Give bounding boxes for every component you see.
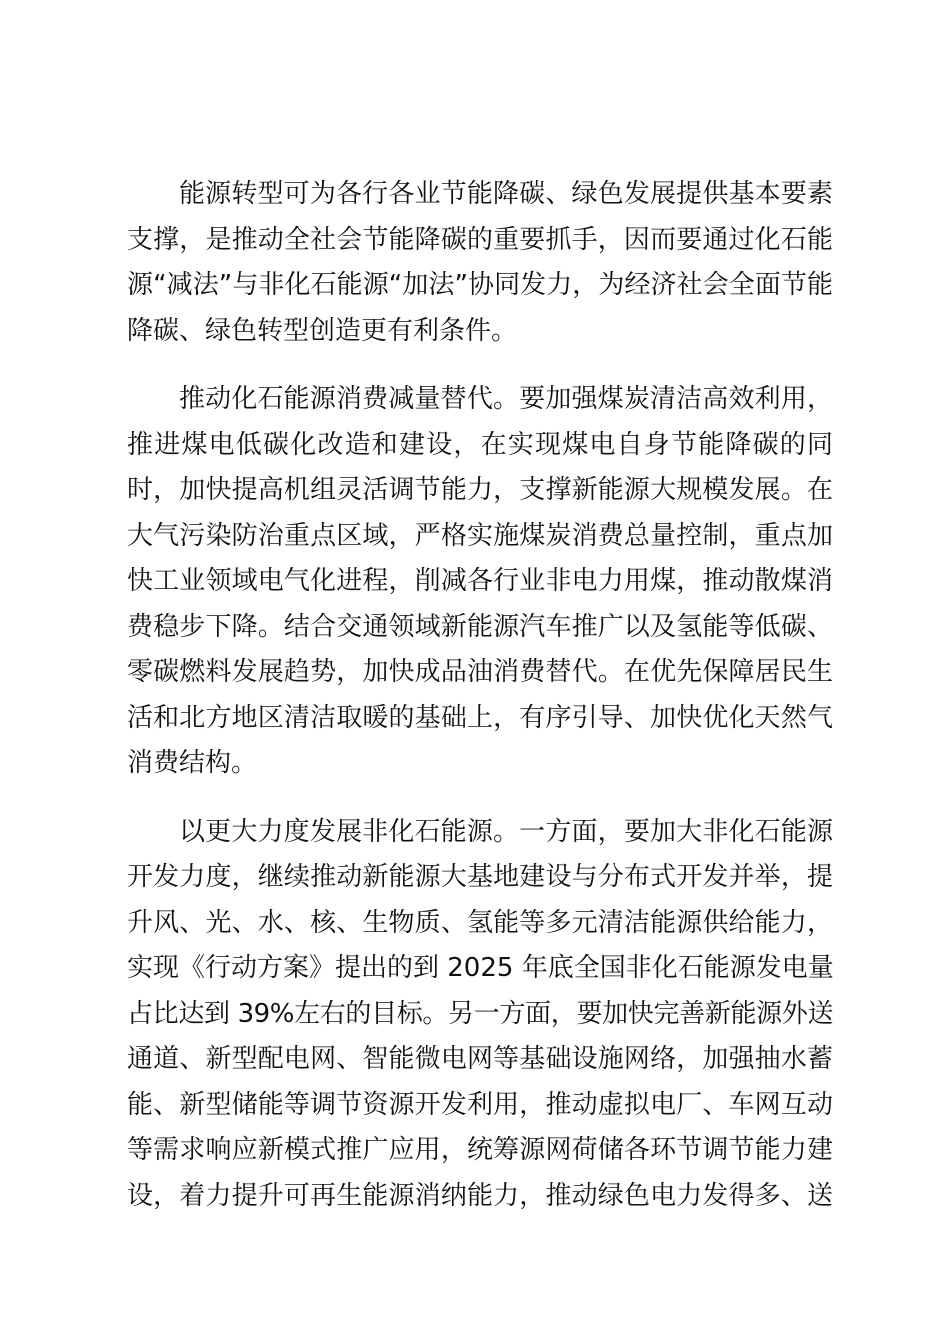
- text-line: 大气污染防治重点区域，严格实施煤炭消费总量控制，重点加: [127, 520, 833, 551]
- text-line: 活和北方地区清洁取暖的基础上，有序引导、加快优化天然气: [127, 702, 833, 733]
- text-line: 快工业领域电气化进程，削减各行业非电力用煤，推动散煤消: [127, 566, 833, 596]
- paragraph-fossil-reduction: [127, 377, 833, 787]
- text-line: 零碳燃料发展趋势，加快成品油消费替代。在优先保障居民生: [127, 657, 833, 687]
- text-line: 能、新型储能等调节资源开发利用，推动虚拟电厂、车网互动: [127, 1089, 833, 1120]
- text-line: 消费结构。: [127, 748, 258, 778]
- text-line: 源“减法”与非化石能源“加法”协同发力，为经济社会全面节能: [127, 270, 833, 300]
- text-line: 时，加快提高机组灵活调节能力，支撑新能源大规模发展。在: [127, 475, 833, 505]
- text-line: 占比达到 39%左右的目标。另一方面，要加快完善新能源外送: [127, 998, 833, 1029]
- paragraph-non-fossil-development: [127, 810, 833, 1220]
- text-line: 支撑，是推动全社会节能降碳的重要抓手，因而要通过化石能: [127, 224, 833, 255]
- text-line: 以更大力度发展非化石能源。一方面，要加大非化石能源: [179, 816, 833, 847]
- text-line: 升风、光、水、核、生物质、氢能等多元清洁能源供给能力，: [127, 907, 833, 938]
- paragraph-energy-transition: [127, 172, 833, 354]
- text-line: 推动化石能源消费减量替代。要加强煤炭清洁高效利用，: [179, 384, 833, 414]
- text-line: 推进煤电低碳化改造和建设，在实现煤电自身节能降碳的同: [127, 429, 833, 460]
- text-line: 降碳、绿色转型创造更有利条件。: [127, 315, 518, 346]
- text-line: 能源转型可为各行各业节能降碳、绿色发展提供基本要素: [179, 179, 833, 209]
- text-line: 开发力度，继续推动新能源大基地建设与分布式开发并举，提: [127, 862, 833, 892]
- text-line: 等需求响应新模式推广应用，统筹源网荷储各环节调节能力建: [127, 1135, 833, 1165]
- text-line: 设，着力提升可再生能源消纳能力，推动绿色电力发得多、送: [127, 1180, 833, 1211]
- document-body: [127, 172, 833, 1219]
- text-line: 费稳步下降。结合交通领域新能源汽车推广以及氢能等低碳、: [127, 611, 833, 642]
- text-line: 实现《行动方案》提出的到 2025 年底全国非化石能源发电量: [127, 953, 834, 983]
- text-line: 通道、新型配电网、智能微电网等基础设施网络，加强抽水蓄: [127, 1044, 833, 1074]
